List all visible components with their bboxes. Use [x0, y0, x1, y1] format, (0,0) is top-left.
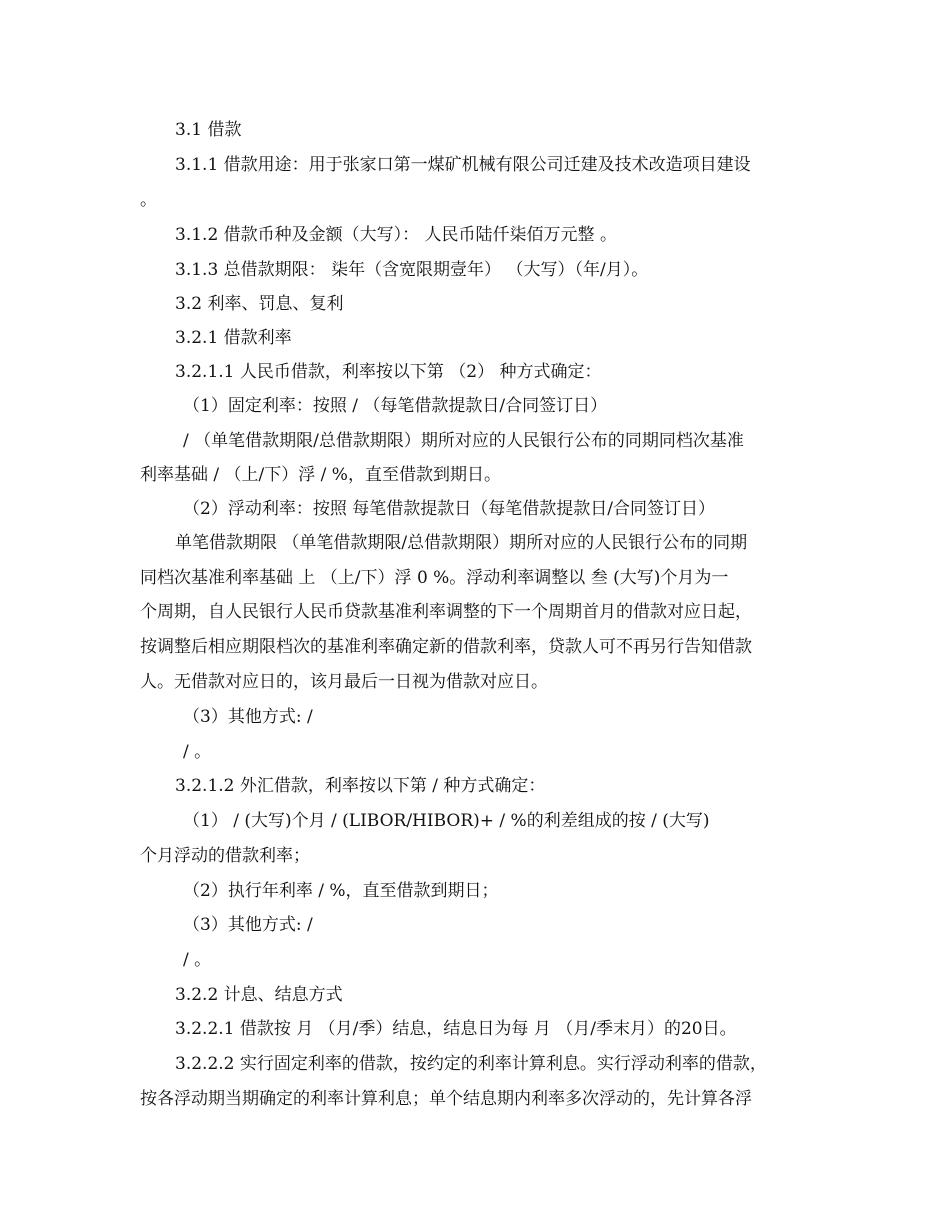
- paragraph-line: （1） / (大写)个月 / (LIBOR/HIBOR)+ / %的利差组成的按 / (大写): [183, 811, 710, 831]
- paragraph-line: 。: [140, 190, 157, 210]
- paragraph-line: 3.2.1.2 外汇借款，利率按以下第 / 种方式确定：: [175, 776, 546, 796]
- paragraph-line: （3）其他方式: /: [183, 707, 313, 727]
- paragraph-line: 按各浮动期当期确定的利率计算利息；单个结息期内利率多次浮动的，先计算各浮: [140, 1089, 752, 1109]
- paragraph-line: 3.2.1.1 人民币借款，利率按以下第 （2） 种方式确定：: [175, 362, 602, 382]
- paragraph-line: 3.1.1 借款用途：用于张家口第一煤矿机械有限公司迁建及技术改造项目建设: [175, 155, 751, 175]
- paragraph-line: 单笔借款期限 （单笔借款期限/总借款期限）期所对应的人民银行公布的同期: [175, 533, 748, 553]
- section-heading-3-1: 3.1 借款: [175, 120, 242, 140]
- paragraph-line: 个周期，自人民银行人民币贷款基准利率调整的下一个周期首月的借款对应日起，: [140, 602, 752, 622]
- paragraph-line: （2）浮动利率：按照 每笔借款提款日（每笔借款提款日/合同签订日）: [183, 499, 715, 519]
- section-heading-3-2-2: 3.2.2 计息、结息方式: [175, 985, 343, 1005]
- paragraph-line: / 。: [183, 742, 212, 762]
- section-heading-3-2-1: 3.2.1 借款利率: [175, 328, 292, 348]
- paragraph-line: （2）执行年利率 / %，直至借款到期日；: [183, 881, 499, 901]
- paragraph-line: 个月浮动的借款利率；: [140, 846, 310, 866]
- paragraph-line: 3.1.3 总借款期限： 柒年（含宽限期壹年） （大写）（年/月）。: [175, 260, 649, 280]
- paragraph-line: 3.2.2.1 借款按 月 （月/季）结息，结息日为每 月 （月/季末月）的20日。: [175, 1019, 737, 1039]
- paragraph-line: 按调整后相应期限档次的基准利率确定新的借款利率，贷款人可不再另行告知借款: [140, 637, 752, 657]
- paragraph-line: （3）其他方式: /: [183, 915, 313, 935]
- paragraph-line: 利率基础 / （上/下）浮 / %，直至借款到期日。: [140, 465, 501, 485]
- paragraph-line: 3.2.2.2 实行固定利率的借款，按约定的利率计算利息。实行浮动利率的借款，: [175, 1054, 767, 1074]
- paragraph-line: 人。无借款对应日的，该月最后一日视为借款对应日。: [140, 672, 548, 692]
- paragraph-line: 同档次基准利率基础 上 （上/下）浮 0 %。浮动利率调整以 叁 (大写)个月为一: [140, 568, 729, 588]
- paragraph-line: / 。: [183, 950, 212, 970]
- section-heading-3-2: 3.2 利率、罚息、复利: [175, 294, 344, 314]
- paragraph-line: （1）固定利率：按照 / （每笔借款提款日/合同签订日）: [183, 396, 608, 416]
- paragraph-line: / （单笔借款期限/总借款期限）期所对应的人民银行公布的同期同档次基准: [183, 431, 744, 451]
- paragraph-line: 3.1.2 借款币种及金额（大写）： 人民币陆仟柒佰万元整 。: [175, 225, 617, 245]
